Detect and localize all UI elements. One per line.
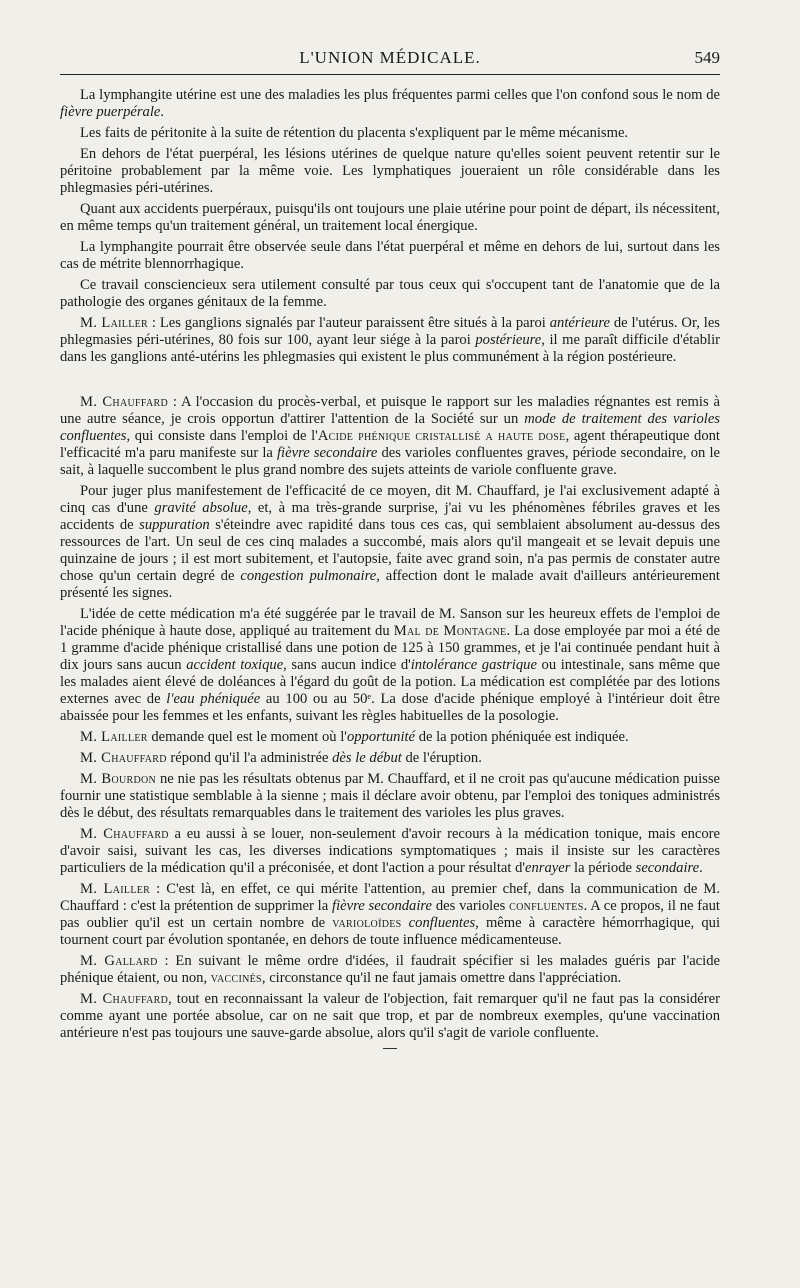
page-number: 549: [694, 48, 720, 67]
speaker-name: M. Chauffard: [80, 394, 168, 410]
paragraph-13: M. Bourdon ne nie pas les résultats obtenus par M. Chauffard, et il ne croit pas qu'aucune médication puisse fournir une statistique semblable à la sienne ; mais il déclare avoir obtenu, par l'emploi des toniques administrés dès le début, des résultats remarquables dans le traitement des varioles les plus graves.: [60, 771, 720, 821]
paragraph-9: Pour juger plus manifestement de l'efficacité de ce moyen, dit M. Chauffard, je l'ai exclusivement adapté à cinq cas d'une gravité absolue, et, à ma très-grande surprise, j'ai vu les phénomènes fébriles graves et les accidents de suppuration s'éteindre avec rapidité dans tous ces cas, qui semblaient absolument au-dessus des ressources de l'art. Un seul de ces cinq malades a succombé, mais alors qu'il mangeait et se levait depuis une quinzaine de jours ; il est mort subitement, et l'autopsie, faite avec grand soin, n'a pas permis de constater autre chose qu'un certain degré de congestion pulmonaire, affection dont le malade avait d'ailleurs antérieurement présenté les signes.: [60, 483, 721, 601]
speaker-name: M. Chauffard: [80, 750, 167, 766]
paragraph-14: M. Chauffard a eu aussi à se louer, non-seulement d'avoir recours à la médication tonique, mais encore d'avoir saisi, suivant les cas, les diverses indications symptomatiques ; mais il insiste sur les caractères particuliers de la médication qu'il a préconisée, et dont l'action a pour résultat d'enrayer la période secondaire.: [60, 826, 720, 876]
paragraph-1: La lymphangite utérine est une des maladies les plus fréquentes parmi celles que l'on confond sous le nom de fièvre puerpérale.: [60, 87, 720, 120]
end-rule: [383, 1048, 397, 1049]
paragraph-12: M. Chauffard répond qu'il l'a administrée dès le début de l'éruption.: [80, 750, 482, 766]
running-title: L'UNION MÉDICALE.: [299, 48, 481, 67]
paragraph-8: M. Chauffard : A l'occasion du procès-verbal, et puisque le rapport sur les maladies régnantes est remis à une autre séance, je crois opportun d'attirer l'attention de la Société sur un mode de traitement des varioles confluentes, qui consiste dans l'emploi de l'Acide phénique cristallisé a haute dose, agent thérapeutique dont l'efficacité m'a paru manifeste sur la fièvre secondaire des varioles confluentes graves, période secondaire, on le sait, à laquelle succombent le plus grand nombre des sujets atteints de variole confluente grave.: [60, 394, 720, 478]
paragraph-5: La lymphangite pourrait être observée seule dans l'état puerpéral et même en dehors de lui, surtout dans les cas de métrite blennorrhagique.: [60, 239, 720, 272]
speaker-name: M. Chauffard: [80, 991, 169, 1007]
paragraph-11: M. Lailler demande quel est le moment où l'opportunité de la potion phéniquée est indiquée.: [80, 729, 629, 745]
paragraph-10: L'idée de cette médication m'a été suggérée par le travail de M. Sanson sur les heureux effets de l'emploi de l'acide phénique à haute dose, appliqué au traitement du Mal de Montagne. La dose employée par moi a été de 1 gramme d'acide phénique cristallisé dans une potion de 125 à 150 grammes, et je l'ai continuée pendant huit à dix jours sans aucun accident toxique, sans aucun indice d'intolérance gastrique ou intestinale, sans même que les malades aient élevé de doléances à l'égard du goût de la potion. La médication est complétée par des lotions externes avec de l'eau phéniquée au 100 ou au 50ᵉ. La dose d'acide phénique employé à l'intérieur doit être abaissée pour les femmes et les enfants, suivant les règles habituelles de la posologie.: [60, 606, 721, 724]
paragraph-15: M. Lailler : C'est là, en effet, ce qui mérite l'attention, au premier chef, dans la communication de M. Chauffard : c'est la prétention de supprimer la fièvre secondaire des varioles confluentes. A ce propos, il ne faut pas oublier qu'il est un certain nombre de varioloïdes confluentes, même à caractère hémorrhagique, qui tournent court par évolution spontanée, en dehors de toute influence médicamenteuse.: [60, 881, 721, 948]
paragraph-7: M. Lailler : Les ganglions signalés par l'auteur paraissent être situés à la paroi antérieure de l'utérus. Or, les phlegmasies péri-utérines, 80 fois sur 100, ayant leur siége à la paroi postérieure, il me paraît difficile d'établir dans les ganglions anté-utérins les phlegmasies qui existent le plus communément à la région postérieure.: [60, 315, 720, 365]
speaker-name: M. Chauffard: [80, 826, 169, 842]
page-header: [60, 44, 720, 75]
speaker-name: M. Lailler: [80, 881, 151, 897]
paragraph-2: Les faits de péritonite à la suite de rétention du placenta s'expliquent par le même mécanisme.: [80, 125, 629, 141]
body-text: [60, 87, 720, 1049]
paragraph-4: Quant aux accidents puerpéraux, puisqu'ils ont toujours une plaie utérine pour point de départ, ils nécessitent, en même temps qu'un traitement général, un traitement local énergique.: [60, 201, 720, 234]
speaker-name: M. Lailler: [80, 729, 148, 745]
speaker-name: M. Lailler: [80, 315, 148, 331]
speaker-name: M. Bourdon: [80, 771, 157, 787]
paragraph-3: En dehors de l'état puerpéral, les lésions utérines de quelque nature qu'elles soient peuvent retentir sur le péritoine probablement par la même voie. Les lymphatiques joueraient un rôle considérable dans les phlegmasies péri-utérines.: [60, 146, 720, 196]
speaker-name: M. Gallard: [80, 953, 158, 969]
paragraph-17: M. Chauffard, tout en reconnaissant la valeur de l'objection, fait remarquer qu'il ne faut pas la considérer comme ayant une portée absolue, car on ne sait que trop, et par de nombreux exemples, qu'une vaccination antérieure n'est pas toujours une sauve-garde absolue, alors qu'il s'agit de variole confluente.: [60, 991, 720, 1041]
paragraph-16: M. Gallard : En suivant le même ordre d'idées, il faudrait spécifier si les malades guéris par l'acide phénique étaient, ou non, vaccinés, circonstance qu'il ne faut jamais omettre dans l'appréciation.: [60, 953, 720, 986]
paragraph-6: Ce travail consciencieux sera utilement consulté par tous ceux qui s'occupent tant de l'anatomie que de la pathologie des organes génitaux de la femme.: [60, 277, 720, 310]
